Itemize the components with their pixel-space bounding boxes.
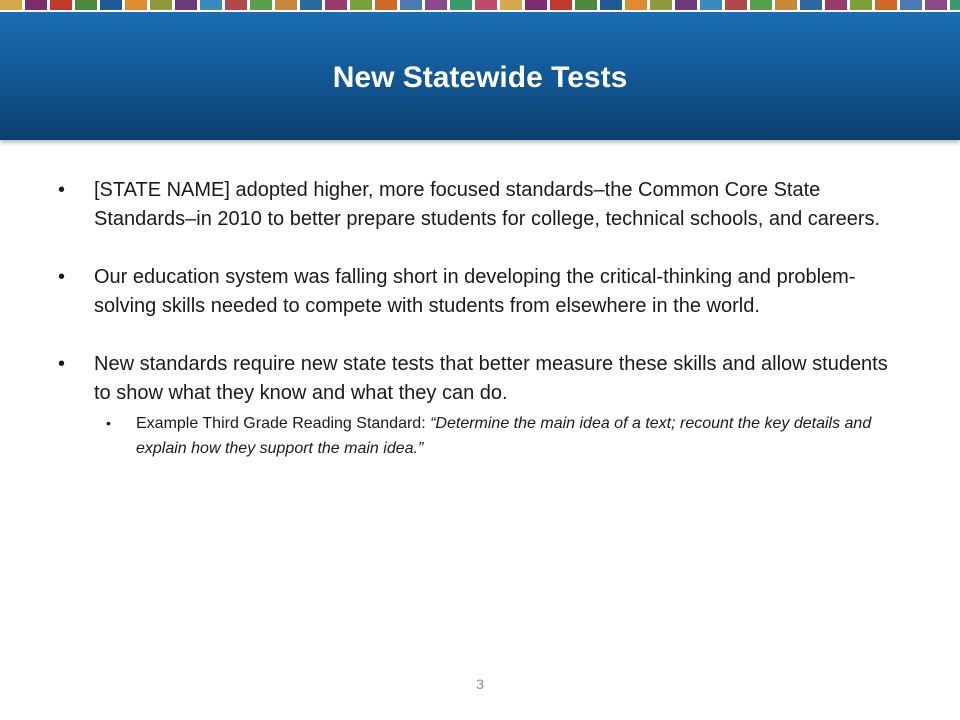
stripe-segment xyxy=(275,0,297,10)
stripe-segment xyxy=(200,0,222,10)
stripe-segment xyxy=(500,0,522,10)
stripe-segment xyxy=(925,0,947,10)
stripe-segment xyxy=(450,0,472,10)
stripe-segment xyxy=(375,0,397,10)
stripe-segment xyxy=(875,0,897,10)
stripe-segment xyxy=(300,0,322,10)
stripe-segment xyxy=(950,0,960,10)
stripe-segment xyxy=(600,0,622,10)
stripe-segment xyxy=(825,0,847,10)
slide-body xyxy=(58,176,898,461)
stripe-segment xyxy=(575,0,597,10)
stripe-segment xyxy=(75,0,97,10)
stripe-segment xyxy=(900,0,922,10)
stripe-segment xyxy=(525,0,547,10)
stripe-segment xyxy=(550,0,572,10)
stripe-segment xyxy=(50,0,72,10)
stripe-segment xyxy=(325,0,347,10)
stripe-segment xyxy=(175,0,197,10)
stripe-segment xyxy=(150,0,172,10)
stripe-segment xyxy=(725,0,747,10)
sub-bullet-marker: • xyxy=(106,415,111,431)
page-number: 3 xyxy=(476,676,484,692)
bullet-item xyxy=(58,263,898,321)
stripe-segment xyxy=(700,0,722,10)
stripe-segment xyxy=(750,0,772,10)
bullet-marker: • xyxy=(58,353,66,375)
sub-bullet-item xyxy=(58,411,898,461)
stripe-segment xyxy=(800,0,822,10)
stripe-segment xyxy=(125,0,147,10)
stripe-segment xyxy=(350,0,372,10)
stripe-segment xyxy=(100,0,122,10)
stripe-segment xyxy=(850,0,872,10)
bullet-text: New standards require new state tests that better measure these skills and allow students to show what they know and what they can do. xyxy=(94,353,888,404)
bullet-item xyxy=(58,350,898,408)
sub-bullet-quote: “Determine the main idea of a text; recount the key details and explain how they support the main idea.” xyxy=(136,415,872,457)
decorative-color-stripe xyxy=(0,0,960,10)
stripe-segment xyxy=(400,0,422,10)
stripe-segment xyxy=(225,0,247,10)
stripe-segment xyxy=(650,0,672,10)
stripe-segment xyxy=(425,0,447,10)
slide-title: New Statewide Tests xyxy=(332,61,628,94)
stripe-segment xyxy=(0,0,22,10)
title-banner xyxy=(0,12,960,140)
stripe-segment xyxy=(475,0,497,10)
stripe-segment xyxy=(25,0,47,10)
stripe-segment xyxy=(775,0,797,10)
bullet-marker: • xyxy=(58,266,66,288)
bullet-item xyxy=(58,176,898,234)
sub-bullet-lead: Example Third Grade Reading Standard: xyxy=(136,415,431,432)
stripe-segment xyxy=(675,0,697,10)
stripe-segment xyxy=(625,0,647,10)
bullet-text: [STATE NAME] adopted higher, more focused standards–the Common Core State Standards–in 2010 to better prepare students for college, technical schools, and careers. xyxy=(94,179,881,230)
stripe-segment xyxy=(250,0,272,10)
bullet-marker: • xyxy=(58,179,66,201)
bullet-text: Our education system was falling short in developing the critical-thinking and problem-solving skills needed to compete with students from elsewhere in the world. xyxy=(94,266,856,317)
